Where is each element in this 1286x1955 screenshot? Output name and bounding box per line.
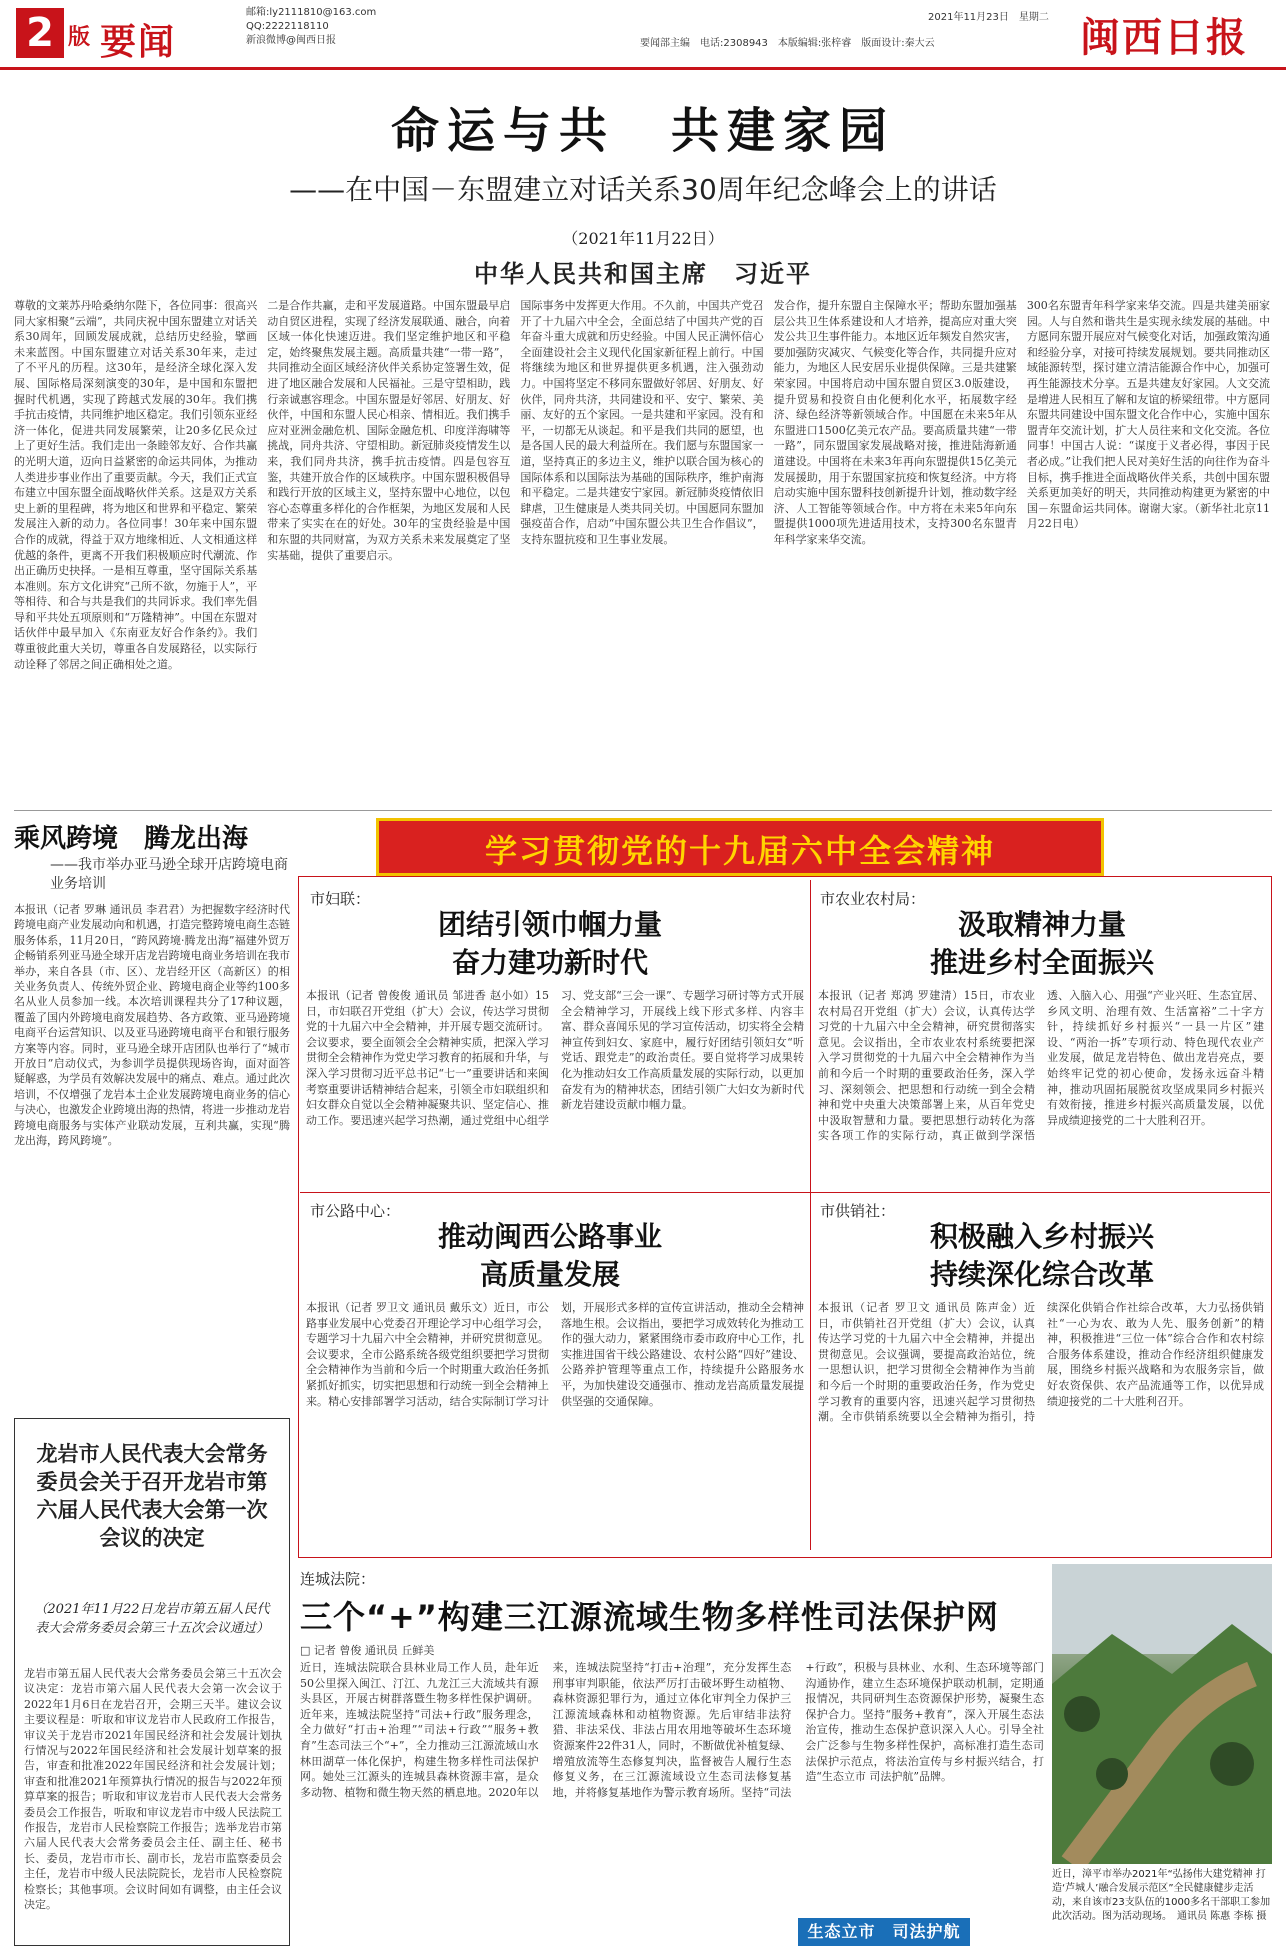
lead-column: 尊敬的文莱苏丹哈桑纳尔陛下，各位同事：很高兴同大家相聚“云端”，共同庆祝中国东盟建立对话关系30周年，回顾发展成就，总结历史经验，擘画未来蓝图。中国东盟建立对话关系30年来，走过了不平凡的历程。这30年，是经济全球化深入发展、国际格局深刻演变的30年，是中国和东盟把握时代机遇，实现了跨越式发展的30年。我们携手抗击疫情，共同维护地区稳定。我们引领东亚经济一体化，促进共同发展繁荣，让20多亿民众过上了更好生活。我们走出一条睦邻友好、合作共赢的光明大道，迈向日益紧密的命运共同体，为推动人类进步事业作出了重要贡献。今天，我们正式宣布建立中国东盟全面战略伙伴关系。这是双方关系史上新的里程碑，将为地区和世界和平稳定、繁荣发展注入新的动力。各位同事！30年来中国东盟合作的成就，得益于双方地缘相近、人文相通这样优越的条件，更离不开我们积极顺应时代潮流、作出正确历史抉择。一是相互尊重，坚守国际关系基本准则。东方文化讲究“己所不欲，勿施于人”，平等相待、和合与共是我们的共同诉求。我们率先倡导和平共处五项原则和“万隆精神”。中国在东盟对话伙伴中最早加入《东南亚友好合作条约》。我们尊重彼此重大关切，尊重各自发展路径，以实际行动诠释了邻居之间正确相处之道。	[14, 299, 258, 671]
article-title-line: 汲取精神力量	[957, 908, 1126, 941]
article-body: 本报讯（记者 郑鸿 罗建清）15日，市农业农村局召开党组（扩大）会议，认真传达学习党的十九届六中全会精神，研究贯彻落实意见。会议指出，全市农业农村系统要把深入学习贯彻党的十九届六中全会精神作为当前和今后一个时期的重要政治任务，深入学习、深刻领会、把思想和行动统一到全会精神和党中央重大决策部署上来，从百年党史中汲取智慧和力量。要把思想行动转化为落实各项工作的实际行动，真正做到学深悟透、入脑入心、用强“产业兴旺、生态宜居、乡风文明、治理有效、生活富裕”二十字方针，持续抓好乡村振兴“一县一片区”建设、“两治一拆”专项行动、特色现代农业产业发展，做足龙岩特色、做出龙岩亮点，要始终牢记党的初心使命，发扬永远奋斗精神，推动巩固拓展脱贫攻坚成果同乡村振兴有效衔接，推进乡村振兴高质量发展，以优异成绩迎接党的二十大胜利召开。	[818, 989, 1264, 1143]
article-title-line: 持续深化综合改革	[929, 1258, 1154, 1291]
court-byline: □ 记者 曾俊 通讯员 丘鲜美	[300, 1644, 435, 1657]
decision-date: （2021年11月22日龙岩市第五届人民代表大会常务委员会第三十五次会议通过）	[34, 1602, 270, 1636]
lead-column: 300名东盟青年科学家来华交流。四是共建美丽家园。人与自然和谐共生是实现永续发展的基础。中方愿同东盟开展应对气候变化对话，加强政策沟通和经验分享，对接可持续发展规划。要共同推动区域能源转型，探讨建立清洁能源合作中心，加强可再生能源技术分享。五是共建友好家园。人文交流是增进人民相互了解和友谊的桥梁纽带。中方愿同东盟共同建设中国东盟文化合作中心，实施中国东盟青年交流计划，扩大人员往来和文化交流。各位同事！中国古人说：“谋度于义者必得，事因于民者必成。”让我们把人民对美好生活的向往作为奋斗目标，携手推进全面战略伙伴关系，共创中国东盟关系更加美好的明天，共同推动构建更为紧密的中国－东盟命运共同体。谢谢大家。（新华社北京11月22日电）	[1026, 299, 1271, 531]
lead-body	[14, 298, 1270, 806]
article-body: 本报讯（记者 曾俊俊 通讯员 邹进香 赵小如）15日，市妇联召开党组（扩大）会议，传达学习贯彻党的十九届六中全会精神，并开展专题交流研讨。会议要求，要全面领会全会精神实质，把深入学习贯彻全会精神作为党史学习教育的拓展和升华，与深入学习贯彻习近平总书记“七一”重要讲话和来闽考察重要讲话精神结合起来，引领全市妇联组织和妇女群众自觉以全会精神凝聚共识、坚定信心、推动工作。要迅速兴起学习热潮，通过党组中心组学习、党支部“三会一课”、专题学习研讨等方式开展全会精神学习，开展线上线下形式多样、内容丰富、群众喜闻乐见的学习宣传活动，切实将全会精神宣传到妇女、家庭中，履行好团结引领妇女“听党话、跟党走”的政治责任。要自觉将学习成果转化为推动妇女工作高质量发展的实际行动，以更加奋发有为的精神状态，团结引领广大妇女为新时代新龙岩建设贡献巾帼力量。	[306, 989, 804, 1127]
article-title-line: 推动闽西公路事业	[437, 1220, 662, 1253]
article-title-line: 推进乡村全面振兴	[929, 946, 1154, 979]
article-dept: 市供销社：	[820, 1202, 896, 1220]
photo-caption: 近日，漳平市举办2021年“弘扬伟大建党精神 打造‘芦城人’融合发展示范区”全民健康健步走活动，来自该市23支队伍的1000多名干部职工参加此次活动。图为活动现场。 通讯员 陈惠 李栋 摄	[1052, 1869, 1271, 1922]
issue-date: 2021年11月23日 星期二	[928, 12, 1049, 23]
article-dept: 市农业农村局：	[820, 890, 926, 908]
lead-column: 二是合作共赢，走和平发展道路。中国东盟最早启动自贸区进程，实现了经济发展联通、融合，向着区域一体化快速迈进。我们坚定维护地区和平稳定，始终聚焦发展主题。高质量共建“一带一路”，共同推动全面区域经济伙伴关系协定签署生效，促进了地区融合发展和人民福祉。三是守望相助，践行亲诚惠容理念。中国东盟是好邻居、好朋友、好伙伴，中国和东盟人民心相亲、情相近。我们携手应对亚洲金融危机、国际金融危机、印度洋海啸等挑战，同舟共济、守望相助。新冠肺炎疫情发生以来，我们同舟共济，携手抗击疫情。四是包容互鉴，共建开放合作的区域秩序。中国东盟积极倡导和践行开放的区域主义，坚持东盟中心地位，以包容心态尊重多样化的合作框架，为地区发展和人民带来了实实在在的好处。30年的宝贵经验是中国和东盟的共同财富，为双方关系未来发展奠定了坚实基础，提供了重要启示。	[267, 299, 511, 562]
lead-column: 发合作，提升东盟自主保障水平；帮助东盟加强基层公共卫生体系建设和人才培养，提高应对重大突发公共卫生事件能力。本地区近年频发自然灾害，要加强防灾减灾、气候变化等合作，共同提升应对能力，为地区人民安居乐业提供保障。三是共建繁荣家园。中国将启动中国东盟自贸区3.0版建设，提升贸易和投资自由化便利化水平，拓展数字经济、绿色经济等新领域合作。中国愿在未来5年从东盟进口1500亿美元农产品。要高质量共建“一带一路”，同东盟国家发展战略对接，推进陆海新通道建设。中国将在未来3年再向东盟提供15亿美元发展援助，用于东盟国家抗疫和恢复经济。中方将启动实施中国东盟科技创新提升计划，推动数字经济、人工智能等领域合作。中方将在未来5年向东盟提供1000项先进适用技术，支持300名东盟青年科学家来华交流。	[773, 299, 1017, 546]
page-suffix: 版	[68, 25, 91, 50]
lead-author: 中华人民共和国主席 习近平	[474, 259, 812, 288]
court-slogan-badge: 生态立市 司法护航	[798, 1918, 970, 1946]
side-article-title: 乘风跨境 腾龙出海	[14, 824, 249, 854]
lead-subtitle: ——在中国－东盟建立对话关系30周年纪念峰会上的讲话	[289, 173, 997, 206]
court-title: 三个“+”构建三江源流域生物多样性司法保护网	[300, 1598, 999, 1636]
contact-info	[246, 6, 376, 48]
activity-photo	[1052, 1564, 1272, 1864]
article-title-line: 积极融入乡村振兴	[929, 1220, 1154, 1253]
newspaper-logo: 闽西日报	[1080, 14, 1248, 61]
study-banner-text: 学习贯彻党的十九届六中全会精神	[484, 832, 995, 870]
lead-date: （2021年11月22日）	[562, 229, 724, 248]
contact-email: 邮箱:ly2111810@163.com	[246, 7, 377, 18]
article-dept: 市妇联：	[310, 890, 371, 908]
contact-qq: QQ:2222118110	[246, 21, 329, 32]
section-divider	[14, 810, 1272, 811]
article-title-line: 团结引领巾帼力量	[437, 908, 662, 941]
contact-weibo: 新浪微博@闽西日报	[246, 35, 336, 46]
article-title-line: 高质量发展	[479, 1258, 620, 1291]
court-body: 近日，连城法院联合县林业局工作人员，赴年近50公里探入闽江、汀江、九龙江三大流域共有源头县区，开展古树群落暨生物多样性保护调研。近年来，连城法院坚持“司法+行政”服务理念，全力做好“打击+治理”“司法+行政”“服务+教育”生态司法三个“+”，全力推动三江源流域山水林田湖草一体化保护，构建生物多样性司法保护网。她处三江源头的连城县森林资源丰富，是众多动物、植物和微生物天然的栖息地。2020年以来，连城法院坚持“打击+治理”，充分发挥生态刑事审判职能，依法严厉打击破坏野生动植物、森林资源犯罪行为，通过立体化审判全力保护三江源流域森林和动植物资源。先后审结非法狩猎、非法采伐、非法占用农用地等破坏生态环境资源案件22件31人，同时，不断做优补植复绿、增殖放流等生态修复判决，监督被告人履行生态修复义务，在三江源流域设立生态司法修复基地，并将修复基地作为警示教育场所。坚持“司法+行政”，积极与县林业、水利、生态环境等部门沟通协作，建立生态环境保护联动机制，定期通报情况，共同研判生态资源保护形势，凝聚生态保护合力。坚持“服务+教育”，深入开展生态法治宣传，推动生态保护意识深入人心。引导全社会广泛参与生物多样性保护，高标准打造生态司法保护示范点，将法治宣传与乡村振兴结合，打造“生态立市 司法护航”品牌。	[300, 1661, 1044, 1799]
section-title: 要闻	[100, 22, 177, 63]
column-divider	[810, 880, 811, 1550]
photo-illustration	[1052, 1564, 1272, 1864]
article-body: 本报讯（记者 罗卫文 通讯员 戴乐文）近日，市公路事业发展中心党委召开理论学习中心组学习会，专题学习十九届六中全会精神，并研究贯彻意见。会议要求，全市公路系统各级党组织要把学习贯彻全会精神作为当前和今后一个时期重大政治任务抓紧抓好抓实，切实把思想和行动统一到全会精神上来。精心安排部署学习活动，结合实际制订学习计划，开展形式多样的宣传宣讲活动，推动全会精神落地生根。会议指出，要把学习成效转化为推动工作的强大动力，紧紧围绕市委市政府中心工作，扎实推进国省干线公路建设、农村公路“四好”建设、公路养护管理等重点工作，持续提升公路服务水平，为加快建设交通强市、推动龙岩高质量发展提供坚强的交通保障。	[306, 1301, 804, 1408]
article-title	[812, 1218, 1272, 1294]
side-article-subtitle: ——我市举办亚马逊全球开店跨境电商业务培训	[50, 857, 288, 892]
article-dept: 市公路中心：	[310, 1202, 401, 1220]
lead-column: 国际事务中发挥更大作用。不久前，中国共产党召开了十九届六中全会，全面总结了中国共产党的百年奋斗重大成就和历史经验。中国人民正满怀信心全面建设社会主义现代化国家新征程上前行。中国将继续为地区和世界提供更多机遇，注入强劲动力。中国将坚定不移同东盟做好邻居、好朋友、好伙伴，同舟共济，共同建设和平、安宁、繁荣、美丽、友好的五个家园。一是共建和平家园。没有和平，一切都无从谈起。和平是我们共同的愿望，也是各国人民的最大利益所在。我们愿与东盟国家一道，坚持真正的多边主义，维护以联合国为核心的国际体系和以国际法为基础的国际秩序，维护南海和平稳定。二是共建安宁家园。新冠肺炎疫情依旧肆虐，卫生健康是人类共同关切。中国愿同东盟加强疫苗合作，启动“中国东盟公共卫生合作倡议”，支持东盟抗疫和卫生事业发展。	[520, 299, 764, 546]
decision-body: 龙岩市第五届人民代表大会常务委员会第三十五次会议决定：龙岩市第六届人民代表大会第一次会议于2022年1月6日在龙岩召开，会期三天半。建议会议主要议程是：听取和审议龙岩市人民政府工作报告，审议关于龙岩市2021年国民经济和社会发展计划执行情况与2022年国民经济和社会发展计划草案的报告，审查和批准2022年国民经济和社会发展计划；审查和批准2021年预算执行情况的报告与2022年预算草案的报告；听取和审议龙岩市人民代表大会常务委员会工作报告，听取和审议龙岩市中级人民法院工作报告，龙岩市人民检察院工作报告；选举龙岩市第六届人民代表大会常务委员会主任、副主任、秘书长、委员，龙岩市市长、副市长，龙岩市监察委员会主任，龙岩市中级人民法院院长，龙岩市人民检察院检察长；其他事项。会议时间如有调整，由主任会议决定。	[24, 1667, 282, 1912]
article-title	[300, 906, 800, 982]
article-body: 本报讯（记者 罗卫文 通讯员 陈声金）近日，市供销社召开党组（扩大）会议，认真传达学习党的十九届六中全会精神，并提出贯彻意见。会议强调，要提高政治站位，统一思想认识，把学习贯彻全会精神作为当前和今后一个时期的重要政治任务，作为党史学习教育的重要内容，迅速兴起学习贯彻热潮。全市供销系统要以全会精神为指引，持续深化供销合作社综合改革，大力弘扬供销社“一心为农、敢为人先、服务创新”的精神，积极推进“三位一体”综合合作和农村综合服务体系建设，推动合作经济组织健康发展，围绕乡村振兴战略和为农服务宗旨，做好农资保供、农产品流通等工作，以优异成绩迎接党的二十大胜利召开。	[818, 1301, 1264, 1424]
article-title	[812, 906, 1272, 982]
page-number: 2	[16, 8, 64, 58]
article-title-line: 奋力建功新时代	[451, 946, 648, 979]
side-article-body: 本报讯（记者 罗琳 通讯员 李君君）为把握数字经济时代跨境电商产业发展动向和机遇，打造完整跨境电商生态链服务体系，11月20日，“跨风跨境·腾龙出海”福建外贸万企畅销系列亚马逊全球开店龙岩跨境电商业务培训在我市举办，来自各县（市、区）、龙岩经开区（高新区）的相关业务负责人、传统外贸企业、跨境电商企业等约100多名从业人员参加一线。本次培训课程共分了17种议题，覆盖了国内外跨境电商发展趋势、各方政策、亚马逊跨境电商平台运营知识、以及亚马逊跨境电商平台和银行服务方案等内容。同时，亚马逊全球开店团队也举行了“城市开放日”启动仪式，为参训学员提供现场咨询，面对面答疑解惑，为学员有效解决发展中的痛点、难点。通过此次培训，不仅增强了龙岩本土企业发展跨境电商业务的信心与决心，也激发企业跨境出海的热情，将进一步推动龙岩跨境电商服务与实体产业联动发展，互利共赢，实现“腾龙出海，跨风跨境”。	[14, 903, 290, 1148]
row-divider	[300, 1192, 1270, 1193]
lead-title: 命运与共 共建家园	[390, 103, 895, 159]
editor-info: 要闻部主编 电话:2308943 本版编辑:张梓睿 版面设计:秦大云	[640, 38, 935, 49]
decision-title: 龙岩市人民代表大会常务委员会关于召开龙岩市第六届人民代表大会第一次会议的决定	[36, 1442, 268, 1550]
court-dept: 连城法院：	[300, 1570, 376, 1588]
article-title	[300, 1218, 800, 1294]
